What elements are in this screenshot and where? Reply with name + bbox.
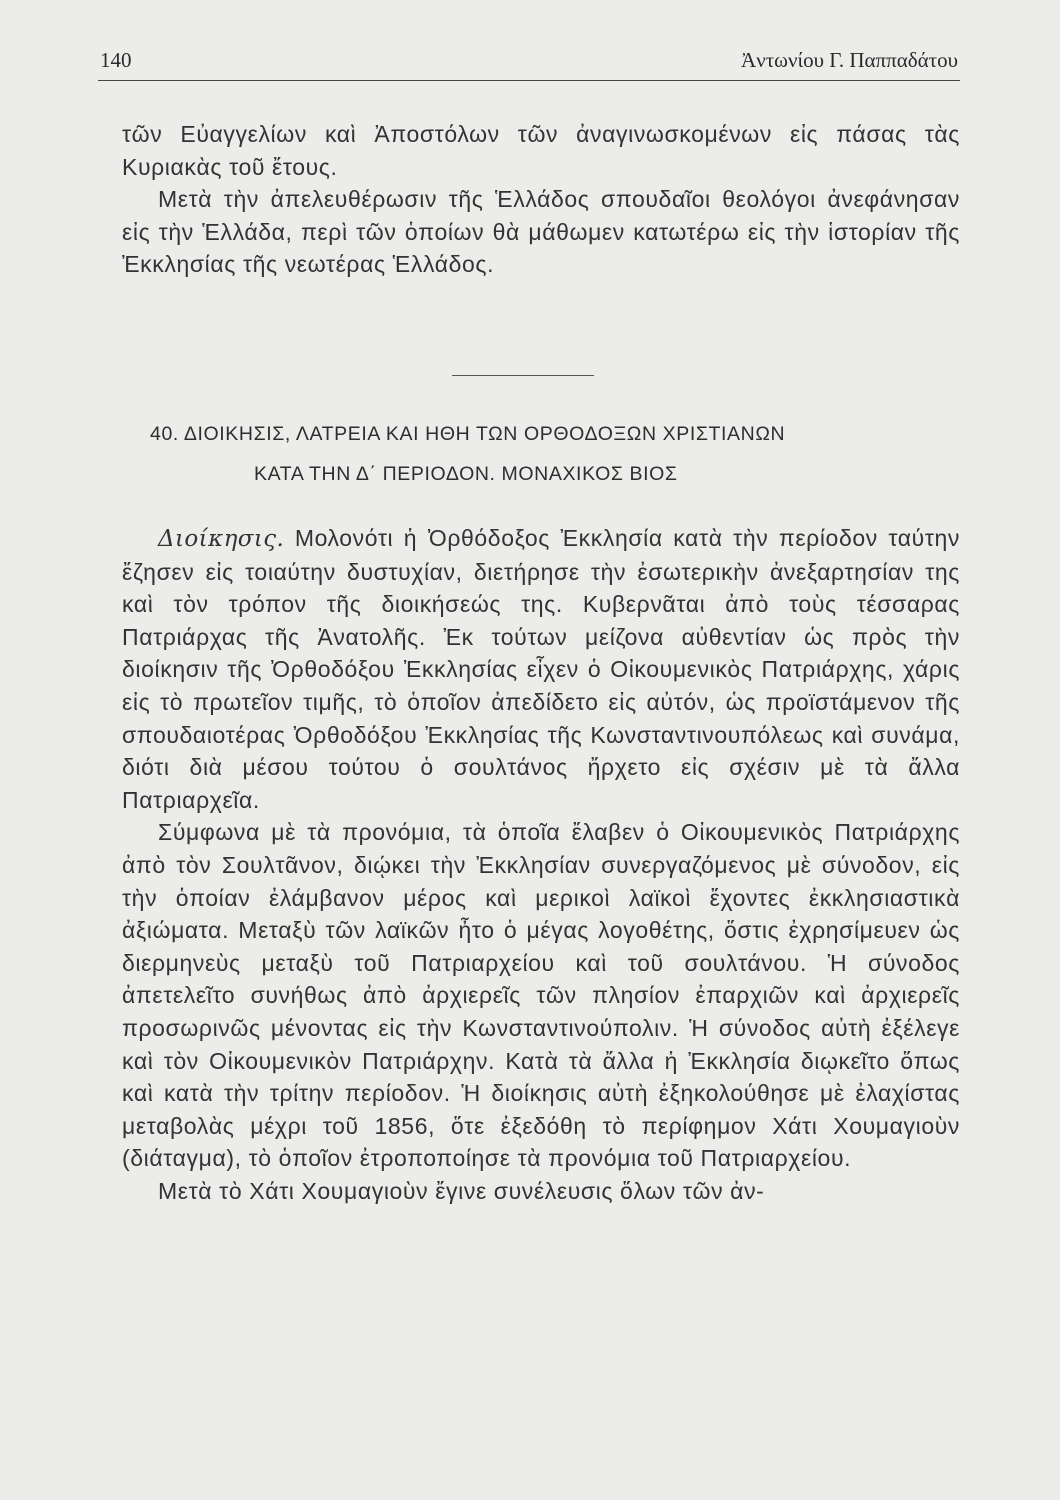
run-in-heading: Διοίκησις. xyxy=(158,526,285,552)
paragraph-text: Μολονότι ἡ Ὀρθόδοξος Ἐκκλησία κατὰ τὴν περίοδον ταύτην ἔζησεν εἰς τοιαύτην δυστυχίαν, διετήρησε τὴν ἐσωτερικὴν ἀνεξαρτησίαν της καὶ τὸν τρόπον τῆς διοικήσεώς της. Κυβερνᾶται ἀπὸ τοὺς τέσσαρας Πατριάρχας τῆς Ἀνατολῆς. Ἐκ τούτων μείζονα αὐθεντίαν ὡς πρὸς τὴν διοίκησιν τῆς Ὀρθοδόξου Ἐκκλησίας εἶχεν ὁ Οἰκουμενικὸς Πατριάρχης, χάρις εἰς τὸ πρωτεῖον τιμῆς, τὸ ὁποῖον ἀπεδίδετο εἰς αὐτόν, ὡς προϊστάμενον τῆς σπουδαιοτέρας Ὀρθοδόξου Ἐκκλησίας τῆς Κωνσταντινουπόλεως καὶ συνάμα, διότι διὰ μέσου τούτου ὁ σουλτάνος ἤρχετο εἰς σχέσιν μὲ τὰ ἄλλα Πατριαρχεῖα. xyxy=(122,525,960,813)
running-head: Ἀντωνίου Γ. Παππαδάτου xyxy=(741,48,958,72)
section-divider xyxy=(452,375,594,376)
paragraph: Μετὰ τὴν ἀπελευθέρωσιν τῆς Ἑλλάδος σπουδαῖοι θεολόγοι ἀνεφάνησαν εἰς τὴν Ἑλλάδα, περὶ τῶν ὁποίων θὰ μάθωμεν κατωτέρω εἰς τὴν ἱστορίαν τῆς Ἐκκλησίας τῆς νεωτέρας Ἑλλάδος. xyxy=(122,186,960,278)
paragraph: Μετὰ τὸ Χάτι Χουμαγιοὺν ἔγινε συνέλευσις ὅλων τῶν ἀν- xyxy=(158,1177,765,1204)
section-heading-line-1: 40. ΔΙΟΙΚΗΣΙΣ, ΛΑΤΡΕΙΑ ΚΑΙ ΗΘΗ ΤΩΝ ΟΡΘΟΔΟΞΩΝ ΧΡΙΣΤΙΑΝΩΝ xyxy=(150,423,786,445)
section-heading xyxy=(150,414,930,494)
text-block-intro xyxy=(122,118,960,281)
text-block-section xyxy=(122,522,960,1207)
paragraph xyxy=(122,522,960,816)
page-header xyxy=(98,46,960,81)
section-heading-line-2: ΚΑΤΑ ΤΗΝ Δ΄ ΠΕΡΙΟΔΟΝ. ΜΟΝΑΧΙΚΟΣ ΒΙΟΣ xyxy=(254,463,678,485)
page-number: 140 xyxy=(100,48,132,72)
paragraph: Σύμφωνα μὲ τὰ προνόμια, τὰ ὁποῖα ἔλαβεν ὁ Οἰκουμενικὸς Πατριάρχης ἀπὸ τὸν Σουλτᾶνον, διῴκει τὴν Ἐκκλησίαν συνεργαζόμενος μὲ σύνοδον, εἰς τὴν ὁποίαν ἐλάμβανον μέρος καὶ μερικοὶ λαϊκοὶ ἔχοντες ἐκκλησιαστικὰ ἀξιώματα. Μεταξὺ τῶν λαϊκῶν ἦτο ὁ μέγας λογοθέτης, ὅστις ἐχρησίμευεν ὡς διερμηνεὺς μεταξὺ τοῦ Πατριαρχείου καὶ τοῦ σουλτάνου. Ἡ σύνοδος ἀπετελεῖτο συνήθως ἀπὸ ἀρχιερεῖς τῶν πλησίον ἐπαρχιῶν καὶ ἀρχιερεῖς προσωρινῶς μένοντας εἰς τὴν Κωνσταντινούπολιν. Ἡ σύνοδος αὐτὴ ἐξέλεγε καὶ τὸν Οἰκουμενικὸν Πατριάρχην. Κατὰ τὰ ἄλλα ἡ Ἐκκλησία διῳκεῖτο ὅπως καὶ κατὰ τὴν τρίτην περίοδον. Ἡ διοίκησις αὐτὴ ἐξηκολούθησε μὲ ἐλαχίστας μεταβολὰς μέχρι τοῦ 1856, ὅτε ἐξεδόθη τὸ περίφημον Χάτι Χουμαγιοὺν (διάταγμα), τὸ ὁποῖον ἐτροποποίησε τὰ προνόμια τοῦ Πατριαρχείου. xyxy=(122,819,960,1172)
paragraph: τῶν Εὐαγγελίων καὶ Ἀποστόλων τῶν ἀναγινωσκομένων εἰς πάσας τὰς Κυριακὰς τοῦ ἔτους. xyxy=(122,121,960,180)
